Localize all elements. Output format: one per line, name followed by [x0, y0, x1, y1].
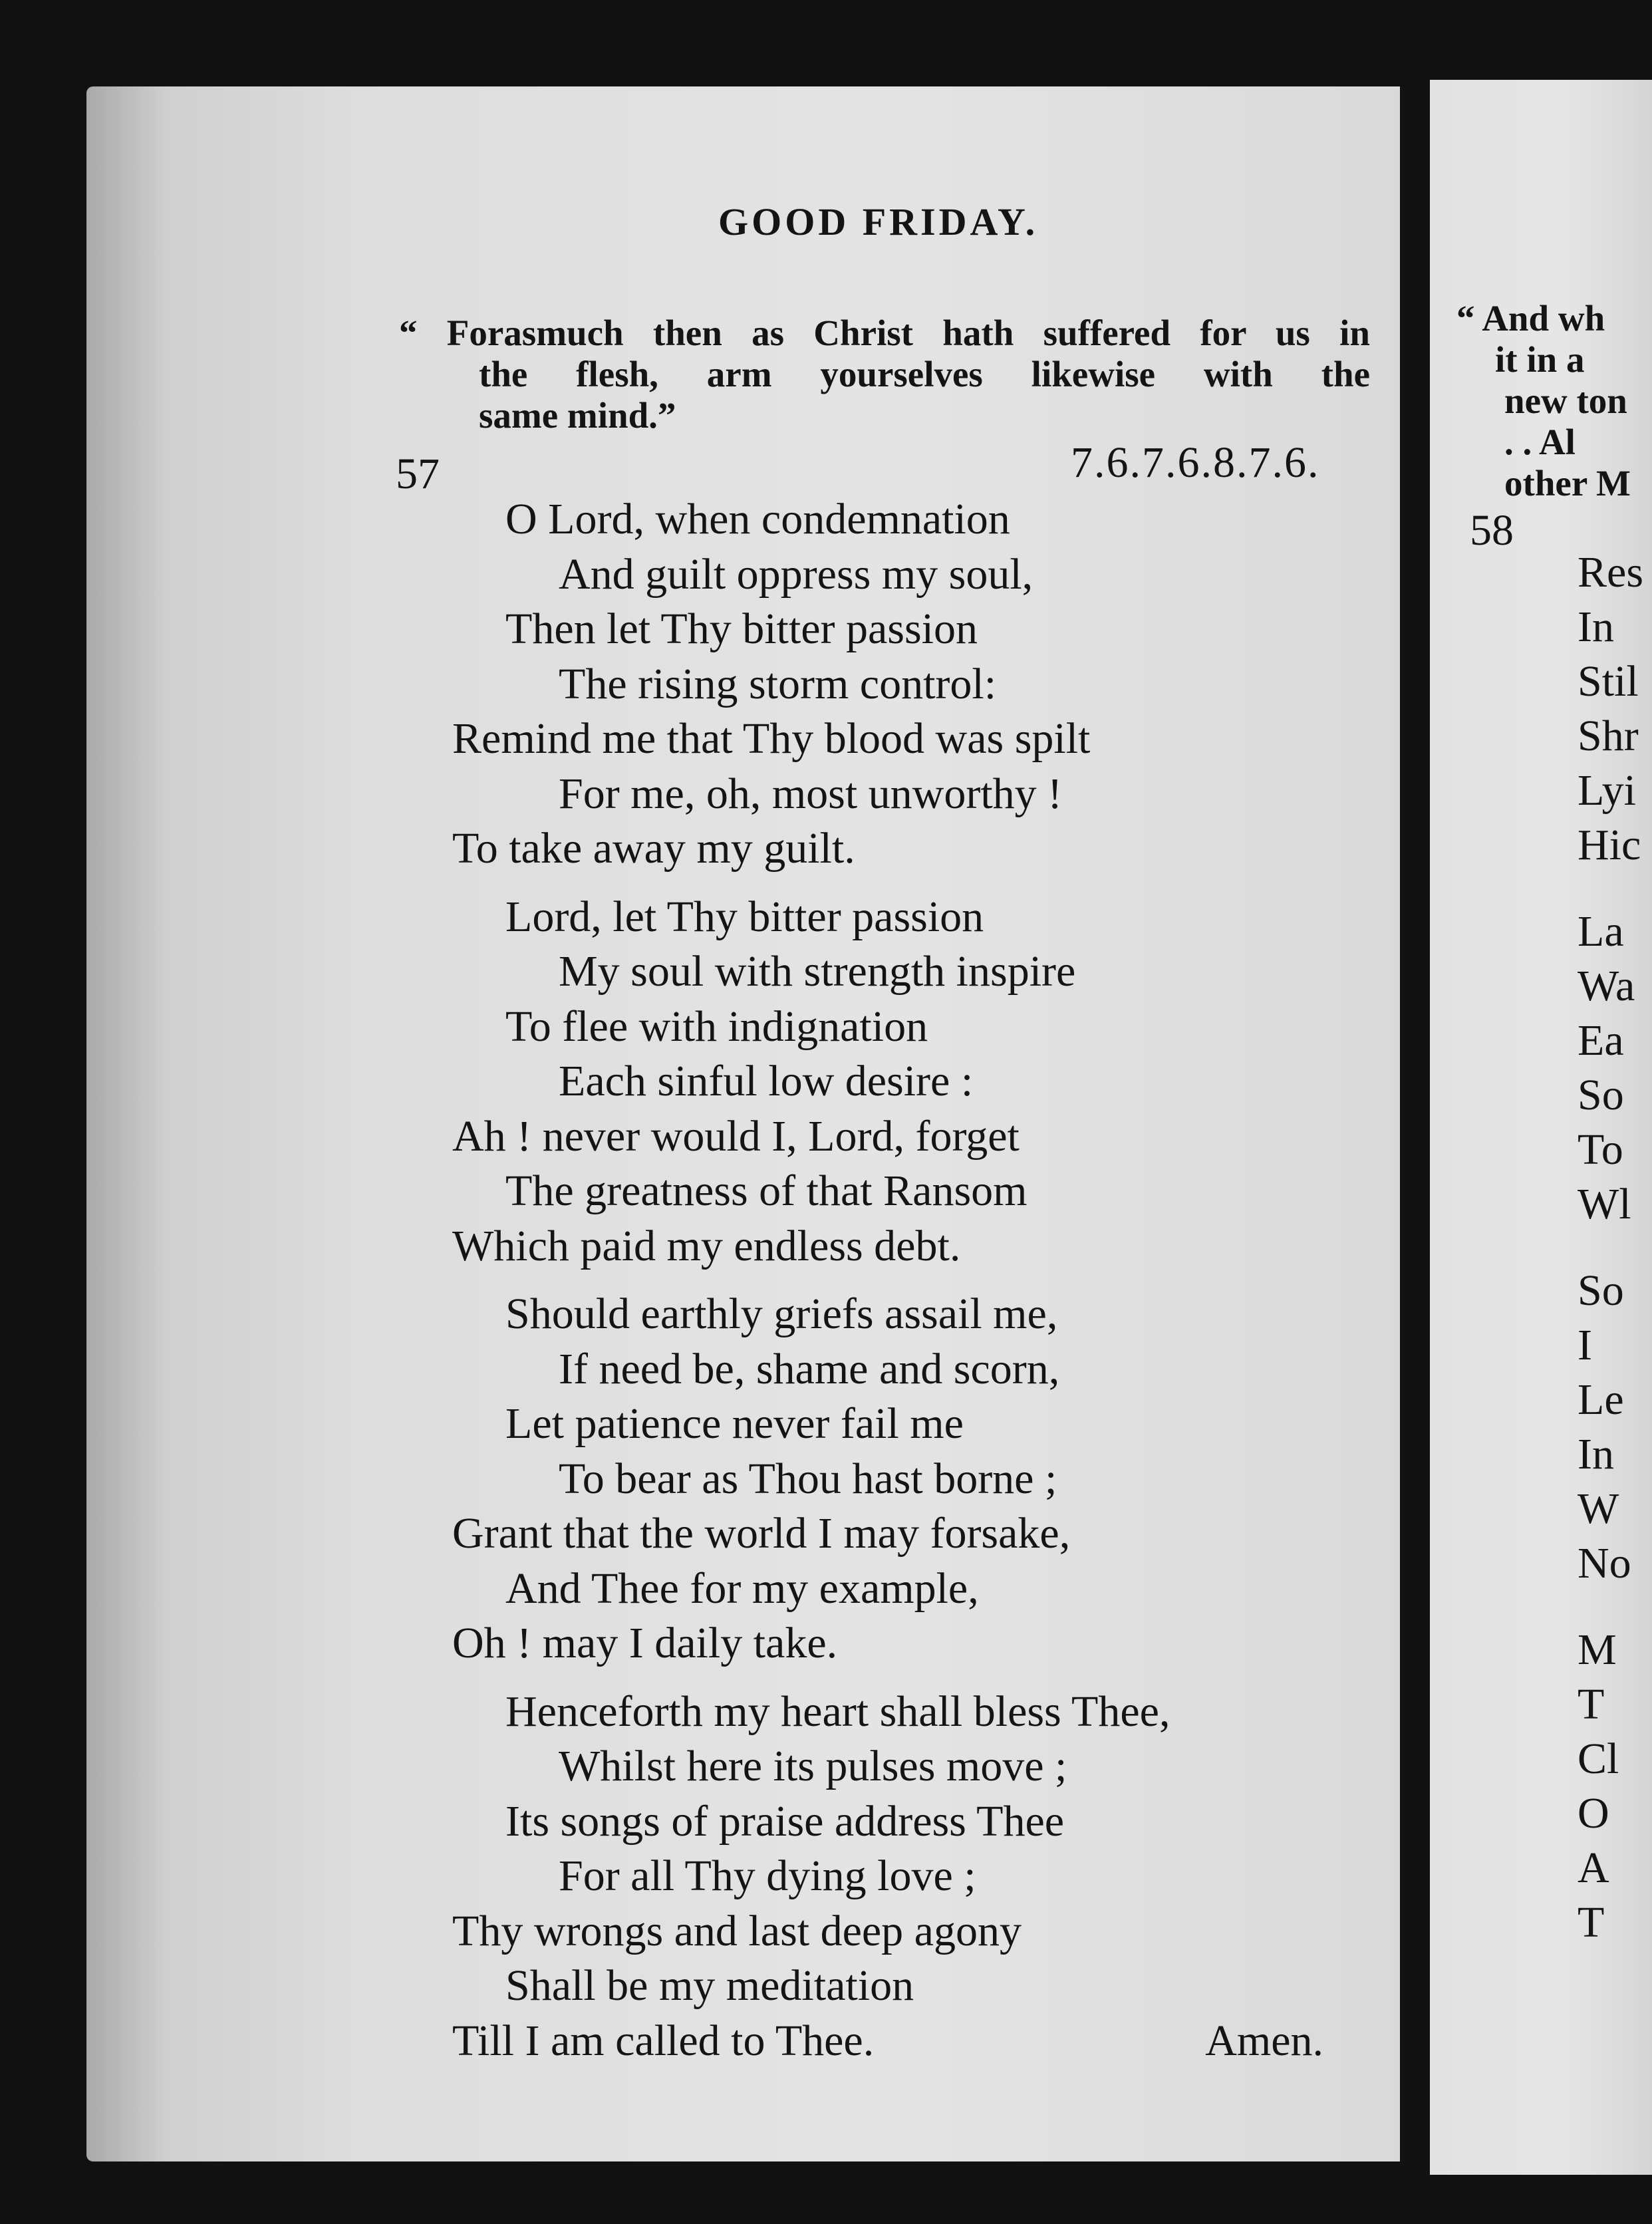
verse-2	[452, 890, 1397, 1274]
verse-line-fragment: Res	[1578, 548, 1643, 597]
hymn-number: 57	[396, 450, 440, 498]
verse-line-fragment: Shr	[1578, 712, 1639, 760]
verse-line-fragment: Le	[1578, 1375, 1624, 1424]
verse-line: Lord, let Thy bitter passion	[505, 892, 984, 941]
verse-line: Henceforth my heart shall bless Thee,	[505, 1687, 1170, 1736]
verse-3	[452, 1287, 1397, 1671]
verse-line: Each sinful low desire :	[559, 1057, 974, 1105]
verse-line: Ah ! never would I, Lord, forget	[452, 1111, 1020, 1161]
verse-line: For me, oh, most unworthy !	[559, 769, 1063, 818]
verse-line: Remind me that Thy blood was spilt	[452, 714, 1091, 763]
verse-line-fragment: Ea	[1578, 1016, 1624, 1065]
verse-line-fragment: No	[1578, 1539, 1631, 1588]
verse-line-fragment: Wl	[1578, 1180, 1631, 1228]
verse-line-fragment: In	[1578, 603, 1614, 651]
verse-line: To take away my guilt.	[452, 824, 855, 873]
verse-4	[452, 1685, 1397, 2069]
verse-line: Shall be my meditation	[505, 1961, 914, 2010]
verse-line: My soul with strength inspire	[559, 947, 1076, 996]
verse-line-fragment: I	[1578, 1321, 1592, 1369]
right-hymn-number: 58	[1470, 506, 1514, 555]
epigraph-line: same mind.”	[479, 395, 676, 436]
verse-line-fragment: W	[1578, 1484, 1619, 1533]
verse-line-fragment: In	[1578, 1430, 1614, 1478]
verse-line: And guilt oppress my soul,	[559, 549, 1033, 599]
verse-line: To flee with indignation	[505, 1002, 928, 1051]
book-gutter	[1400, 86, 1419, 2168]
verse-line-fragment: Stil	[1578, 657, 1639, 706]
verse-line: Whilst here its pulses move ;	[559, 1742, 1067, 1790]
epigraph	[399, 313, 1370, 436]
hymn-meter: 7.6.7.6.8.7.6.	[1071, 438, 1320, 487]
verse-line-fragment: A	[1578, 1844, 1609, 1892]
verse-line: The rising storm control:	[559, 659, 997, 708]
running-head: GOOD FRIDAY.	[718, 200, 1039, 243]
epigraph-line: other M	[1504, 463, 1631, 503]
verse-line: Which paid my endless debt.	[452, 1221, 961, 1270]
right-page-verses	[1578, 545, 1643, 1950]
epigraph-line: . . Al	[1504, 422, 1576, 462]
verse-line-fragment: T	[1578, 1898, 1605, 1947]
verse-line: And Thee for my example,	[505, 1564, 979, 1613]
verse-line: Then let Thy bitter passion	[505, 605, 978, 653]
epigraph-line: it in a	[1495, 339, 1585, 380]
verse-line-fragment: Hic	[1578, 821, 1641, 869]
verse-line-fragment: T	[1578, 1680, 1605, 1729]
verse-line-fragment: La	[1578, 907, 1624, 956]
verse-1	[452, 492, 1397, 877]
verse-line-fragment: Wa	[1578, 962, 1635, 1010]
verse-line: Its songs of praise address Thee	[505, 1796, 1065, 1846]
verse-line-fragment: M	[1578, 1625, 1617, 1674]
verse-line: Should earthly griefs assail me,	[505, 1290, 1058, 1338]
verse-line-fragment: So	[1578, 1266, 1624, 1315]
right-page-epigraph	[1456, 298, 1631, 504]
verse-line: Thy wrongs and last deep agony	[452, 1906, 1022, 1955]
verse-line: Oh ! may I daily take.	[452, 1619, 838, 1667]
verse-line-fragment: To	[1578, 1125, 1623, 1174]
verse-line: Till I am called to Thee.	[452, 2016, 875, 2065]
verse-line-fragment: Cl	[1578, 1735, 1619, 1783]
verse-line-last	[452, 2014, 1323, 2069]
verse-line: If need be, shame and scorn,	[559, 1344, 1060, 1393]
epigraph-line: new ton	[1504, 380, 1627, 421]
verse-line: Grant that the world I may forsake,	[452, 1509, 1071, 1558]
verse-line-fragment: So	[1578, 1071, 1624, 1119]
hymn-text	[452, 492, 1397, 2082]
verse-line: To bear as Thou hast borne ;	[559, 1454, 1057, 1503]
amen: Amen.	[1205, 2016, 1323, 2065]
verse-line: O Lord, when condemnation	[505, 495, 1010, 543]
verse-line: The greatness of that Ransom	[505, 1167, 1028, 1215]
verse-line: Let patience never fail me	[505, 1399, 964, 1448]
epigraph-line: “ Forasmuch then as Christ hath suffered for us in	[399, 313, 1370, 353]
verse-line-fragment: O	[1578, 1789, 1609, 1838]
verse-line: For all Thy dying love ;	[559, 1852, 976, 1900]
epigraph-line: the flesh, arm yourselves likewise with the	[479, 354, 1370, 394]
verse-line-fragment: Lyi	[1578, 766, 1637, 815]
epigraph-line: “ And wh	[1456, 298, 1605, 339]
